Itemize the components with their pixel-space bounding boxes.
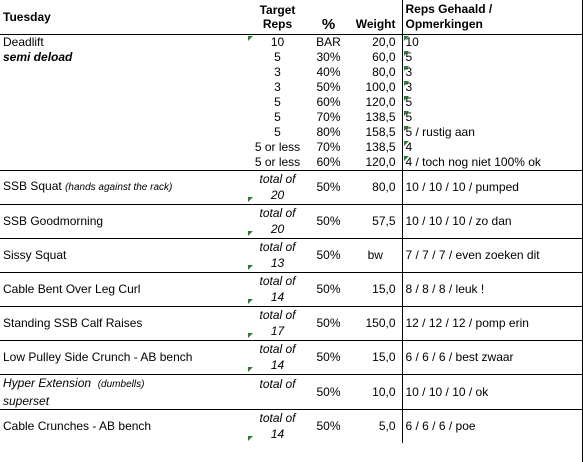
note-cell[interactable] <box>402 110 583 125</box>
reps-line2: 14 <box>270 358 285 372</box>
note-cell[interactable]: 12 / 12 / 12 / pomp erin <box>402 306 583 340</box>
note-cell[interactable]: 8 / 8 / 8 / leuk ! <box>402 272 583 306</box>
weight-cell[interactable]: 15,0 <box>349 272 402 306</box>
reps-cell[interactable] <box>247 409 308 443</box>
exercise-name[interactable]: Cable Crunches - AB bench <box>3 419 152 433</box>
reps-line2: 14 <box>270 290 285 304</box>
empty-cell[interactable] <box>0 155 247 171</box>
table-row <box>0 409 583 443</box>
note-cell[interactable] <box>402 65 583 80</box>
note-cell[interactable] <box>402 125 583 140</box>
reps-cell[interactable]: 5 or less <box>254 140 301 154</box>
table-row <box>0 95 583 110</box>
comment-marker-icon <box>404 66 409 71</box>
comment-marker-icon <box>404 126 409 131</box>
weight-cell[interactable]: 15,0 <box>349 340 402 374</box>
weight-cell[interactable]: 100,0 <box>365 80 396 94</box>
note-value: 3 <box>405 80 413 94</box>
reps-cell[interactable]: 3 <box>274 80 281 94</box>
header-row <box>0 0 583 34</box>
weight-cell[interactable]: 10,0 <box>349 374 402 409</box>
reps-cell[interactable]: 5 <box>274 110 281 124</box>
table-row <box>0 340 583 374</box>
percent-cell[interactable]: 50% <box>308 204 349 238</box>
reps-cell[interactable] <box>247 34 308 50</box>
table-row <box>0 204 583 238</box>
percent-cell[interactable]: 50% <box>308 272 349 306</box>
note-cell[interactable]: 10 / 10 / 10 / ok <box>402 374 583 409</box>
day-title[interactable]: Tuesday <box>0 0 247 34</box>
comment-marker-icon <box>404 51 409 56</box>
reps-value: 10 <box>270 35 285 49</box>
weight-cell[interactable]: 138,5 <box>365 110 396 124</box>
exercise-name[interactable]: Sissy Squat <box>0 238 247 272</box>
comment-marker-icon <box>248 367 253 372</box>
empty-cell[interactable] <box>0 95 247 110</box>
reps-cell[interactable]: 5 or less <box>247 155 308 171</box>
table-row <box>0 125 583 140</box>
percent-cell[interactable]: 70% <box>316 110 341 124</box>
percent-cell[interactable]: 40% <box>316 65 341 79</box>
note-value: 5 <box>405 110 413 124</box>
reps-line1: total of <box>259 308 296 322</box>
percent-cell[interactable]: 60% <box>316 95 341 109</box>
comment-marker-icon <box>404 156 409 161</box>
header-reps-line2: Reps <box>262 16 293 31</box>
exercise-label: SSB Squat <box>3 179 62 193</box>
reps-line2: 20 <box>270 188 285 202</box>
comment-marker-icon <box>248 36 253 41</box>
note-cell[interactable] <box>402 50 583 65</box>
comment-marker-icon <box>248 436 253 441</box>
reps-cell[interactable]: 3 <box>274 65 281 79</box>
table-row <box>0 272 583 306</box>
weight-cell[interactable]: bw <box>349 238 402 272</box>
weight-cell[interactable]: 138,5 <box>365 140 396 154</box>
weight-cell[interactable]: 80,0 <box>372 65 396 79</box>
note-cell[interactable] <box>402 140 583 155</box>
percent-cell[interactable]: 80% <box>316 125 341 139</box>
weight-cell[interactable]: 20,0 <box>372 35 396 49</box>
weight-cell[interactable]: 120,0 <box>365 95 396 109</box>
header-reps-line1: Target <box>259 2 296 17</box>
note-value: 5 <box>405 50 413 64</box>
note-cell[interactable] <box>402 155 583 171</box>
comment-marker-icon <box>404 36 409 41</box>
note-value: 4 <box>405 140 413 154</box>
note-value: 4 / toch nog niet 100% ok <box>405 155 541 169</box>
reps-line2: 14 <box>270 427 285 441</box>
table-row <box>0 140 583 155</box>
reps-line1: total of <box>259 274 296 288</box>
percent-cell[interactable]: BAR <box>316 35 341 49</box>
comment-marker-icon <box>404 111 409 116</box>
weight-cell[interactable]: 158,5 <box>365 125 396 139</box>
exercise-name[interactable] <box>0 170 247 204</box>
reps-cell[interactable]: 5 <box>274 125 281 139</box>
note-cell[interactable]: 10 / 10 / 10 / zo dan <box>402 204 583 238</box>
percent-cell[interactable]: 30% <box>316 50 341 64</box>
reps-line1: total of <box>259 172 296 186</box>
weight-cell[interactable]: 150,0 <box>349 306 402 340</box>
table-row <box>0 110 583 125</box>
exercise-name[interactable]: Cable Bent Over Leg Curl <box>0 272 247 306</box>
exercise-detail: (dumbells) <box>97 378 145 390</box>
header-notes-line1: Reps Gehaald / <box>405 1 493 16</box>
note-value: 5 / rustig aan <box>405 125 475 139</box>
reps-line1: total of <box>259 411 296 425</box>
header-weight[interactable]: Weight <box>349 0 402 34</box>
empty-cell[interactable] <box>0 65 247 80</box>
weight-cell[interactable]: 120,0 <box>349 155 402 171</box>
percent-cell[interactable]: 50% <box>316 419 341 433</box>
weight-cell[interactable]: 80,0 <box>349 170 402 204</box>
percent-cell[interactable]: 60% <box>308 155 349 171</box>
note-cell[interactable]: 6 / 6 / 6 / poe <box>402 409 583 443</box>
note-cell[interactable] <box>402 34 583 50</box>
reps-line1: total of <box>259 342 296 356</box>
note-value: 10 <box>405 35 419 49</box>
table-row <box>0 238 583 272</box>
table-row <box>0 374 583 409</box>
reps-cell[interactable] <box>247 374 308 409</box>
reps-line2: 20 <box>270 222 285 236</box>
exercise-name[interactable] <box>0 374 247 409</box>
reps-cell[interactable] <box>247 204 308 238</box>
table-row <box>0 170 583 204</box>
percent-cell[interactable]: 70% <box>316 140 341 154</box>
exercise-detail: (hands against the rack) <box>65 182 173 193</box>
weight-cell[interactable]: 60,0 <box>372 50 396 64</box>
percent-cell[interactable]: 50% <box>308 340 349 374</box>
reps-cell[interactable] <box>247 272 308 306</box>
weight-cell[interactable]: 5,0 <box>378 419 396 433</box>
percent-cell[interactable]: 50% <box>308 306 349 340</box>
exercise-name-deadlift[interactable]: Deadlift <box>3 35 44 49</box>
header-percent[interactable]: % <box>308 0 349 34</box>
percent-cell[interactable]: 50% <box>308 170 349 204</box>
note-value: 5 <box>405 95 413 109</box>
reps-cell[interactable]: 5 <box>274 95 281 109</box>
exercise-name[interactable]: Low Pulley Side Crunch - AB bench <box>0 340 247 374</box>
table-row <box>0 65 583 80</box>
table-row <box>0 306 583 340</box>
percent-cell[interactable]: 50% <box>308 374 349 409</box>
note-cell[interactable]: 10 / 10 / 10 / pumped <box>402 170 583 204</box>
reps-line1: total of <box>259 206 296 220</box>
exercise-sub: superset <box>3 393 50 408</box>
table-row <box>0 80 583 95</box>
note-value: 3 <box>405 65 413 79</box>
exercise-subtitle[interactable]: semi deload <box>3 50 73 64</box>
empty-cell[interactable] <box>0 125 247 140</box>
comment-marker-icon <box>404 141 409 146</box>
header-target-reps[interactable] <box>247 0 308 34</box>
exercise-name[interactable]: SSB Goodmorning <box>0 204 247 238</box>
table-row <box>0 155 583 171</box>
exercise-label: Hyper Extension <box>3 375 92 390</box>
reps-line1: total of <box>259 376 296 391</box>
reps-cell[interactable] <box>247 238 308 272</box>
comment-marker-icon <box>248 265 253 270</box>
table-row <box>0 50 583 65</box>
table-row <box>0 34 583 50</box>
exercise-name[interactable]: Standing SSB Calf Raises <box>0 306 247 340</box>
empty-cell[interactable] <box>0 110 247 125</box>
reps-line2: 17 <box>270 324 285 338</box>
note-cell[interactable] <box>402 80 583 95</box>
percent-cell[interactable]: 50% <box>316 80 341 94</box>
weight-cell[interactable]: 57,5 <box>349 204 402 238</box>
comment-marker-icon <box>404 81 409 86</box>
comment-marker-icon <box>248 299 253 304</box>
reps-cell[interactable] <box>247 170 308 204</box>
reps-cell[interactable] <box>247 340 308 374</box>
comment-marker-icon <box>404 96 409 101</box>
reps-cell[interactable] <box>247 306 308 340</box>
reps-line2: 13 <box>270 256 285 270</box>
comment-marker-icon <box>248 333 253 338</box>
note-cell[interactable] <box>402 95 583 110</box>
reps-line1: total of <box>259 240 296 254</box>
empty-cell[interactable] <box>0 140 247 155</box>
comment-marker-icon <box>248 197 253 202</box>
note-cell[interactable]: 6 / 6 / 6 / best zwaar <box>402 340 583 374</box>
percent-cell[interactable]: 50% <box>308 238 349 272</box>
reps-cell[interactable]: 5 <box>274 50 281 64</box>
comment-marker-icon <box>248 231 253 236</box>
header-notes[interactable] <box>402 0 583 34</box>
note-cell[interactable]: 7 / 7 / 7 / even zoeken dit <box>402 238 583 272</box>
empty-cell[interactable] <box>0 80 247 95</box>
header-notes-line2: Opmerkingen <box>405 16 483 31</box>
